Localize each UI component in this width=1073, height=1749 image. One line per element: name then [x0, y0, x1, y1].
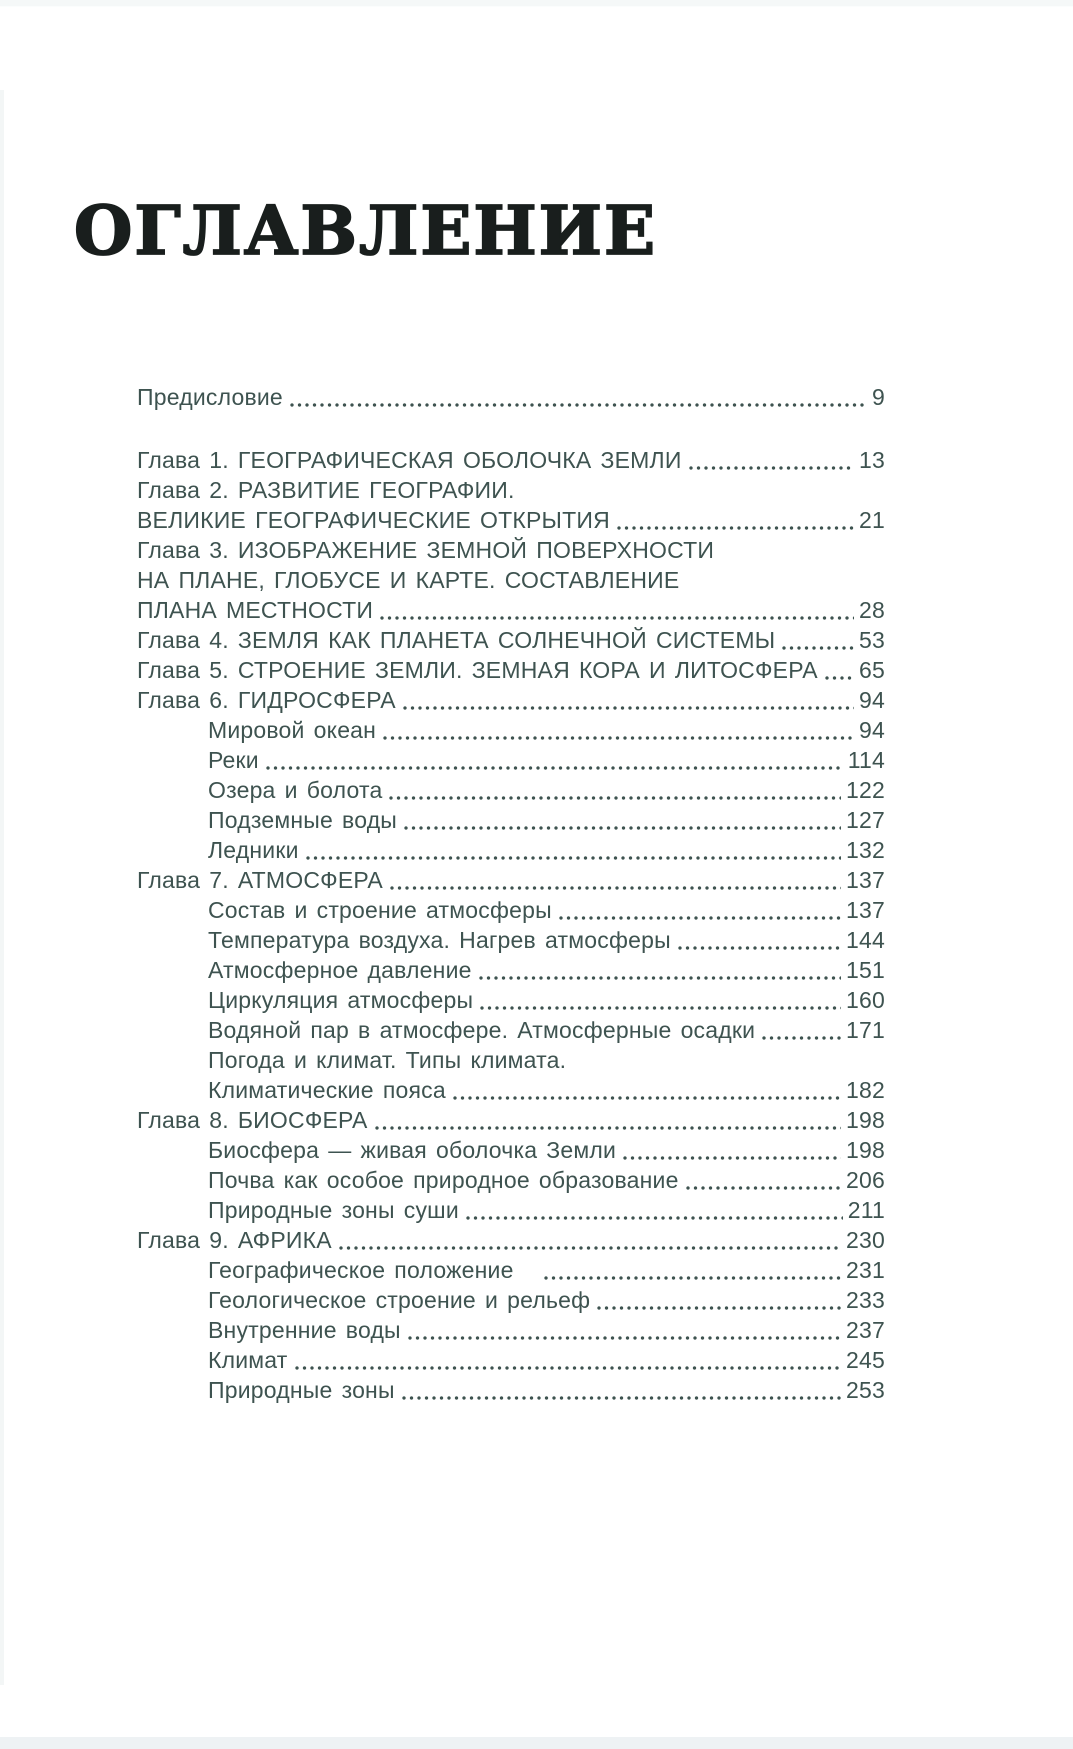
toc-entry-title: Глава 6. ГИДРОСФЕРА	[137, 687, 396, 713]
toc-entry	[137, 1255, 885, 1285]
leader-dots	[544, 1271, 841, 1281]
toc-entry-row	[137, 1225, 885, 1255]
toc-entry	[137, 625, 885, 655]
toc-entry-page-number: 53	[859, 627, 885, 653]
toc-entry	[137, 685, 885, 715]
toc-entry	[137, 805, 885, 835]
toc-entry-page-number: 233	[846, 1287, 885, 1313]
leader-dots	[689, 461, 854, 471]
leader-dots	[466, 1211, 843, 1221]
toc-entry	[137, 1195, 885, 1225]
toc-entry-text-line: Глава 3. ИЗОБРАЖЕНИЕ ЗЕМНОЙ ПОВЕРХНОСТИ	[137, 537, 715, 563]
leader-dots	[383, 731, 854, 741]
toc-entry	[137, 1135, 885, 1165]
leader-dots	[389, 791, 841, 801]
toc-entry-title: Реки	[208, 747, 259, 773]
toc-entry-title: Природные зоны суши	[208, 1197, 459, 1223]
toc-entry-page-number: 151	[846, 957, 885, 983]
toc-entry-row	[137, 865, 885, 895]
toc-entry-title: Почва как особое природное образование	[208, 1167, 679, 1193]
photo-edge-top	[0, 0, 1073, 7]
toc-entry-page-number: 160	[846, 987, 885, 1013]
toc-entry-title: Ледники	[208, 837, 299, 863]
toc-entry-title: Температура воздуха. Нагрев атмосферы	[208, 927, 671, 953]
toc-entry	[137, 865, 885, 895]
toc-entry-page-number: 13	[859, 447, 885, 473]
page-title: ОГЛАВЛЕНИЕ	[74, 190, 658, 270]
toc-entry-page-number: 9	[872, 384, 885, 410]
toc-entry	[137, 715, 885, 745]
toc-entry-page-number: 132	[846, 837, 885, 863]
leader-dots	[403, 701, 854, 711]
leader-dots	[678, 941, 841, 951]
toc-entry-title: Циркуляция атмосферы	[208, 987, 474, 1013]
toc-entry-row	[208, 1135, 885, 1165]
leader-dots	[597, 1301, 841, 1311]
toc-entry-title: ПЛАНА МЕСТНОСТИ	[137, 597, 374, 623]
toc-entry-page-number: 21	[859, 507, 885, 533]
toc-entry-row	[137, 445, 885, 475]
toc-entry-row	[208, 1255, 885, 1285]
toc-entry-title: Природные зоны	[208, 1377, 395, 1403]
toc-entry-title: Атмосферное давление	[208, 957, 472, 983]
toc-entry-row	[208, 1075, 885, 1105]
toc-entry	[137, 1285, 885, 1315]
toc-entry-row	[208, 1195, 885, 1225]
leader-dots	[306, 851, 841, 861]
toc-entry	[137, 985, 885, 1015]
leader-dots	[290, 398, 867, 408]
toc-entry-row	[137, 505, 885, 535]
toc-entry	[137, 1105, 885, 1135]
toc-entry-text-line: Глава 2. РАЗВИТИЕ ГЕОГРАФИИ.	[137, 477, 515, 503]
toc-entry-row	[208, 955, 885, 985]
toc-entry-page-number: 171	[846, 1017, 885, 1043]
leader-dots	[402, 1391, 841, 1401]
toc-entry-title: Глава 7. АТМОСФЕРА	[137, 867, 383, 893]
toc-entry	[137, 955, 885, 985]
leader-dots	[453, 1091, 841, 1101]
toc-entry-row	[208, 1375, 885, 1405]
toc-entry-row	[208, 895, 885, 925]
toc-entry-row	[137, 595, 885, 625]
toc-entry	[137, 925, 885, 955]
toc-entry-page-number: 28	[859, 597, 885, 623]
toc-entry-title: Глава 9. АФРИКА	[137, 1227, 332, 1253]
toc-entry-page-number: 114	[847, 747, 885, 773]
toc-entry-row	[208, 1015, 885, 1045]
toc-entry-title: Глава 1. ГЕОГРАФИЧЕСКАЯ ОБОЛОЧКА ЗЕМЛИ	[137, 447, 682, 473]
photo-edge-bottom	[0, 1737, 1073, 1749]
toc-entry	[137, 535, 885, 625]
toc-entry-row	[137, 1105, 885, 1135]
toc-entry-title: Глава 5. СТРОЕНИЕ ЗЕМЛИ. ЗЕМНАЯ КОРА И ЛИТОСФЕРА	[137, 657, 818, 683]
toc-entry-row	[137, 655, 885, 685]
leader-dots	[762, 1031, 841, 1041]
toc-entry-page-number: 94	[859, 687, 885, 713]
toc-entry	[137, 1015, 885, 1045]
leader-dots	[339, 1241, 841, 1251]
toc-entry-page-number: 245	[846, 1347, 885, 1373]
toc-entry-page-number: 198	[846, 1137, 885, 1163]
toc-entry-page-number: 127	[846, 807, 885, 833]
toc-entry-title: Глава 4. ЗЕМЛЯ КАК ПЛАНЕТА СОЛНЕЧНОЙ СИСТЕМЫ	[137, 627, 776, 653]
toc-entry-row	[208, 1165, 885, 1195]
toc-entry-title: Мировой океан	[208, 717, 377, 743]
table-of-contents	[137, 382, 885, 1405]
photo-edge-left	[0, 90, 4, 1685]
toc-entry-page-number: 231	[846, 1257, 885, 1283]
toc-entry-title: Водяной пар в атмосфере. Атмосферные осадки	[208, 1017, 756, 1043]
toc-entry-title: Озера и болота	[208, 777, 383, 803]
toc-entry-row	[208, 775, 885, 805]
toc-entry-page-number: 94	[859, 717, 885, 743]
toc-entry	[137, 1375, 885, 1405]
toc-entry-title: Внутренние воды	[208, 1317, 401, 1343]
toc-entry-row	[137, 685, 885, 715]
toc-entry-page-number: 65	[859, 657, 885, 683]
toc-entry	[137, 1315, 885, 1345]
leader-dots	[825, 671, 854, 681]
toc-entry-title: Геологическое строение и рельеф	[208, 1287, 591, 1313]
leader-dots	[479, 971, 841, 981]
toc-entry-page-number: 206	[846, 1167, 885, 1193]
toc-entry	[137, 895, 885, 925]
toc-entry-title: Предисловие	[137, 384, 283, 410]
toc-entry-text-line: НА ПЛАНЕ, ГЛОБУСЕ И КАРТЕ. СОСТАВЛЕНИЕ	[137, 567, 680, 593]
toc-entry-title: Климатические пояса	[208, 1077, 446, 1103]
toc-entry-row	[137, 625, 885, 655]
toc-entry-row	[208, 1345, 885, 1375]
toc-entry-row	[208, 805, 885, 835]
toc-entry	[137, 1345, 885, 1375]
toc-entry-title: Подземные воды	[208, 807, 398, 833]
toc-entry-page-number: 230	[846, 1227, 885, 1253]
toc-entry	[137, 745, 885, 775]
leader-dots	[782, 641, 854, 651]
toc-entry	[137, 775, 885, 805]
toc-entry-title: Биосфера — живая оболочка Земли	[208, 1137, 617, 1163]
toc-entry-row	[208, 1315, 885, 1345]
toc-entry-page-number: 137	[846, 897, 885, 923]
toc-entry-title: Географическое положение	[208, 1257, 514, 1283]
toc-entry	[137, 475, 885, 535]
leader-dots	[375, 1121, 841, 1131]
toc-entry-row	[208, 715, 885, 745]
toc-entry-row	[208, 1285, 885, 1315]
toc-entry	[137, 1225, 885, 1255]
toc-entry-page-number: 211	[847, 1197, 885, 1223]
leader-dots	[380, 611, 854, 621]
toc-entry-title: Состав и строение атмосферы	[208, 897, 552, 923]
toc-entry-page-number: 253	[846, 1377, 885, 1403]
leader-dots	[295, 1361, 842, 1371]
toc-entry-title: Климат	[208, 1347, 288, 1373]
toc-entry-page-number: 237	[846, 1317, 885, 1343]
toc-entry	[137, 1045, 885, 1105]
toc-entry-title: Глава 8. БИОСФЕРА	[137, 1107, 368, 1133]
toc-entry	[137, 655, 885, 685]
toc-entry-page-number: 144	[846, 927, 885, 953]
toc-entry	[137, 835, 885, 865]
leader-dots	[390, 881, 841, 891]
toc-entry-page-number: 182	[846, 1077, 885, 1103]
leader-dots	[408, 1331, 841, 1341]
leader-dots	[480, 1001, 841, 1011]
toc-entry	[137, 445, 885, 475]
toc-entry-row	[208, 835, 885, 865]
toc-entry-page-number: 198	[846, 1107, 885, 1133]
toc-entry	[137, 382, 885, 412]
leader-dots	[617, 521, 854, 531]
leader-dots	[559, 911, 841, 921]
toc-entry-page-number: 122	[846, 777, 885, 803]
toc-entry-row	[137, 382, 885, 412]
leader-dots	[266, 761, 843, 771]
toc-entry-title: ВЕЛИКИЕ ГЕОГРАФИЧЕСКИЕ ОТКРЫТИЯ	[137, 507, 610, 533]
leader-dots	[404, 821, 841, 831]
toc-entry	[137, 1165, 885, 1195]
toc-entry-text-line: Погода и климат. Типы климата.	[208, 1047, 567, 1073]
toc-entry-row	[208, 925, 885, 955]
leader-dots	[686, 1181, 841, 1191]
leader-dots	[623, 1151, 841, 1161]
toc-entry-row	[208, 985, 885, 1015]
toc-entry-page-number: 137	[846, 867, 885, 893]
toc-entry-row	[208, 745, 885, 775]
